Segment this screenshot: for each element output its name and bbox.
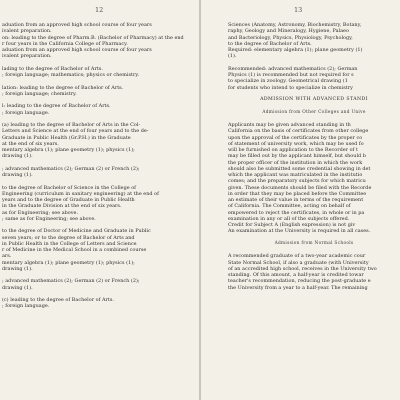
text-line: upon the approval of the certificates by the proper co [228,134,363,141]
text-line: raphy, Geology and Mineralogy, Hygiene, Palaeo [228,28,349,35]
text-line: drawing (1). [2,265,33,272]
text-line: which the applicant was matriculated in the institutio [228,172,363,178]
text-line: the proper officer of the institution in which the work [228,159,363,166]
text-line: ; advanced mathematics (2); German (2) or French (2); [2,278,140,285]
text-line: l: leading to the degree of Bachelor of Arts. [2,103,111,110]
text-line: Required: elementary algebra (1); plane geometry (1) [228,47,363,53]
text-line: Sciences (Anatomy, Astronomy, Biochemistry, Botany, [228,22,362,28]
text-line: at the end of six years. [2,140,59,147]
text-line: may be filled out by the applicant himself, but should b [228,153,366,160]
text-line: r of Medicine in the Medical School in a combined course [2,247,147,253]
text-line: given. These documents should be filed with the Recorde [228,184,372,191]
section-heading: ADMISSION WITH ADVANCED STANDI [260,97,368,102]
page-number-left: 12 [95,6,104,14]
right-page [201,0,400,400]
text-line: lation: leading to the degree of Bachelor of Arts. [2,84,124,91]
text-line: mentary algebra (1); plane geometry (1); physics (1); [2,259,135,266]
text-line: aduation from an approved high school course of four years [2,47,152,53]
text-line: empowered to reject the certificates, in whole or in pa [228,209,365,216]
text-line: (a) leading to the degree of Bachelor of Arts in the Col- [2,122,141,128]
text-line: r four years in the California College of Pharmacy. [2,40,128,47]
text-line: Applicants may be given advanced standing in th [228,122,351,128]
text-line: drawing (1). [2,284,33,291]
text-line: Graduate in Public Health (Gr.P.H.) in the Graduate [2,134,131,141]
text-line: ; foreign language; mathematics; physics or chemistry. [2,72,140,78]
text-line: ars. [2,253,12,260]
text-line: as for Engineering; see above. [2,209,79,216]
text-line: will be furnished on application to the Recorder of t [228,147,358,153]
text-line: ; foreign language; chemistry. [2,90,77,97]
text-line: lading to the degree of Bachelor of Arts. [2,65,103,72]
text-line: on: leading to the degree of Pharm.B. (Bachelor of Pharmacy) at the end [2,34,184,41]
text-line: comes; and the preparatory subjects for which matricu [228,178,366,185]
text-line: to the degree of Bachelor of Arts. [228,40,312,47]
text-line: A recommended graduate of a two-year academic cour [228,253,366,260]
text-line: an estimate of their value in terms of the requirement [228,197,364,203]
text-line: Recommended: advanced mathematics (2); German [228,65,358,72]
text-line: An examination at the University is required in all cases. [228,228,371,235]
text-line: in the Graduate Division at the end of six years. [2,203,122,210]
text-line: teacher's recommendation, reducing the post-graduate e [228,278,371,285]
text-line: for students who intend to specialize in chemistry [228,84,353,91]
text-line: drawing (1). [2,172,33,178]
text-line: standing. Of this amount, a half-year is credited towar [228,272,364,278]
text-line: ivalent preparation. [2,28,52,35]
text-line: examination in any or all of the subjects offered. [228,215,350,222]
text-line: years and to the degree of Graduate in Public Health [2,197,135,203]
text-line: California on the basis of certificates from other college [228,128,369,135]
text-line: the University from a year to a half-year. The remaining [228,284,368,291]
text-line: seven years; or to the degree of Bachelor of Arts and [2,234,135,241]
text-line: aduation from an approved high school course of four years [2,22,152,28]
text-line: Physics (1) is recommended but not required for s [228,72,354,78]
text-line: ; advanced mathematics (2); German (2) or French (2); [2,165,140,172]
text-line: of California. The Committee, acting on behalf of [228,203,351,210]
left-page [0,0,199,400]
text-line: Credit for Subject A (English expression) is not giv [228,222,356,228]
text-line: should also be submitted some credential showing in det [228,165,371,172]
left-page-text [2,22,194,310]
text-line: ; same as for Engineering; see above. [2,215,96,222]
text-line: of an accredited high school, receives in the University two [228,265,377,272]
text-line: ; foreign language. [2,109,50,116]
text-line: ; foreign language. [2,303,50,310]
text-line: and Bacteriology, Physics, Physiology, Psychology, [228,34,353,41]
text-line: State Normal School, if also a graduate (with University [228,259,369,266]
text-line: in Public Health in the College of Letters and Science [2,240,137,247]
text-line: of statement of university work, which may be used fo [228,140,364,147]
text-line: to the degree of Bachelor of Science in the College of [2,184,137,191]
text-line: mentary algebra (1); plane geometry (1); physics (1); [2,147,135,153]
text-line: to the degree of Doctor of Medicine and Graduate in Public [2,228,151,235]
text-line: ivalent preparation. [2,53,52,60]
text-line: in order that they may be placed before the Committee [228,190,367,197]
right-page-text [228,22,400,291]
text-line: (1). [228,53,237,60]
page-number-right: 13 [294,6,303,14]
text-line: drawing (1). [2,153,33,160]
text-line: Letters and Science at the end of four years and to the de- [2,128,149,135]
section-subheading: Admission from Normal Schools [274,240,354,246]
text-line: (c) leading to the degree of Bachelor of Arts. [2,297,115,303]
text-line: Engineering (curriculum in sanitary engineering) at the end of [2,190,159,197]
text-line: to specialize in zoology. Geometrical drawing (1 [228,78,348,85]
section-subheading: Admission from Other Colleges and Unive [262,109,366,115]
